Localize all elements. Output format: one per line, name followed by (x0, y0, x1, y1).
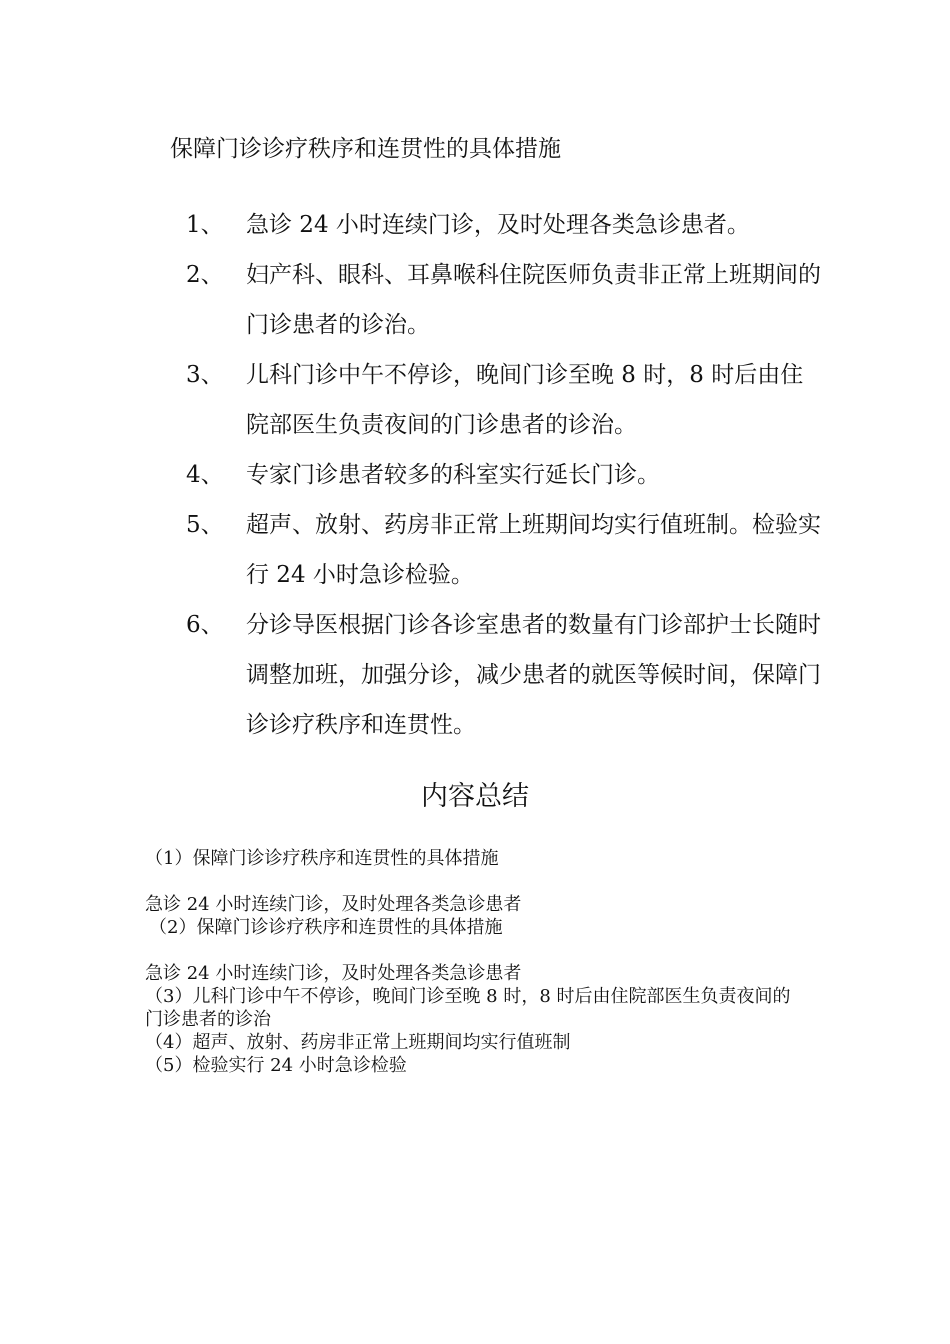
summary-line: （4）超声、放射、药房非正常上班期间均实行值班制 (145, 1032, 571, 1053)
spacer (145, 870, 805, 893)
measure-number: 3、 (186, 362, 224, 388)
measure-number: 6、 (186, 612, 224, 638)
spacer (145, 939, 805, 962)
measure-number: 1、 (186, 212, 224, 238)
measure-item-4 (186, 450, 826, 500)
measure-item-1 (186, 200, 826, 250)
measure-text: 妇产科、眼科、耳鼻喉科住院医师负责非正常上班期间的门诊患者的诊治。 (246, 262, 821, 338)
measure-item-3 (186, 350, 826, 450)
summary-line: 急诊 24 小时连续门诊，及时处理各类急诊患者 (145, 963, 522, 984)
measure-item-2 (186, 250, 826, 350)
measure-item-5 (186, 500, 826, 600)
summary-section (145, 847, 805, 1077)
measure-text: 超声、放射、药房非正常上班期间均实行值班制。检验实行 24 小时急诊检验。 (246, 512, 821, 588)
summary-line: 急诊 24 小时连续门诊，及时处理各类急诊患者 (145, 894, 522, 915)
summary-line: （3）儿科门诊中午不停诊，晚间门诊至晚 8 时，8 时后由住院部医生负责夜间的门诊患者的诊治 (145, 986, 791, 1030)
measure-number: 4、 (186, 462, 224, 488)
measure-number: 2、 (186, 262, 224, 288)
measure-text: 儿科门诊中午不停诊，晚间门诊至晚 8 时，8 时后由住院部医生负责夜间的门诊患者的诊治。 (246, 362, 804, 438)
summary-line: （1）保障门诊诊疗秩序和连贯性的具体措施 (145, 848, 499, 869)
measure-text: 专家门诊患者较多的科室实行延长门诊。 (246, 462, 660, 488)
summary-heading: 内容总结 (421, 781, 529, 812)
measure-number: 5、 (186, 512, 224, 538)
measure-text: 急诊 24 小时连续门诊，及时处理各类急诊患者。 (246, 212, 750, 238)
summary-line: （5）检验实行 24 小时急诊检验 (145, 1055, 407, 1076)
summary-line: （2）保障门诊诊疗秩序和连贯性的具体措施 (149, 917, 503, 938)
document-title: 保障门诊诊疗秩序和连贯性的具体措施 (170, 136, 561, 162)
measure-item-6 (186, 600, 826, 750)
measure-text: 分诊导医根据门诊各诊室患者的数量有门诊部护士长随时调整加班，加强分诊，减少患者的就医等候时间，保障门诊诊疗秩序和连贯性。 (246, 612, 821, 738)
measures-list (186, 200, 826, 750)
